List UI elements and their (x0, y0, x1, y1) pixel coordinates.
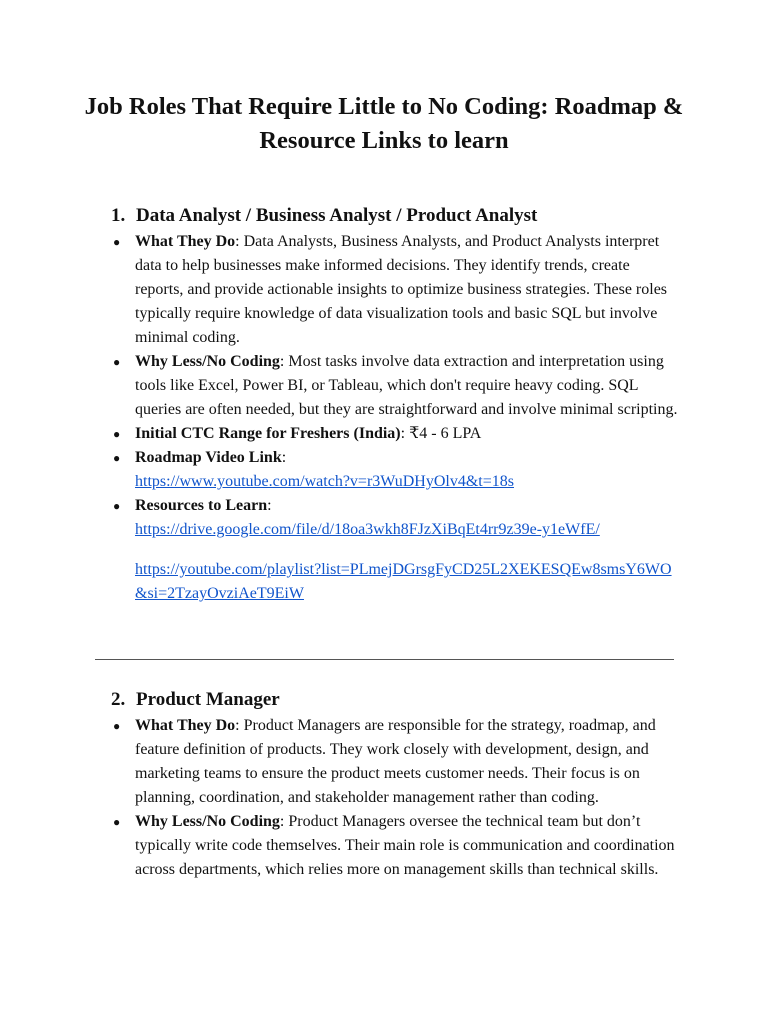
roadmap-video-link[interactable]: https://www.youtube.com/watch?v=r3WuDHyOlv4&t=18s (135, 473, 514, 490)
item-text: : Data Analysts, Business Analysts, and Product Analysts interpret data to help businesses make informed decisions. They identify trends, create reports, and provide actionable insights to optimize business strategies. These roles typically require knowledge of data visualization tools and basic SQL but involve minimal coding. (135, 233, 668, 346)
section-bullet-list (0, 230, 768, 606)
item-text: : Product Managers are responsible for the strategy, roadmap, and feature definition of products. They work closely with development, design, and marketing teams to ensure the product meets customer needs. Their focus is on planning, coordination, and stakeholder management rather than coding. (135, 717, 656, 806)
list-item-roadmap-video (0, 446, 680, 494)
list-item-ctc-range (0, 422, 680, 446)
item-label: What They Do (135, 233, 236, 250)
list-item-what-they-do (0, 230, 680, 350)
section-number: 2. (111, 689, 126, 710)
bullet-icon: ● (113, 499, 121, 513)
item-text: : ₹4 - 6 LPA (400, 425, 482, 442)
bullet-icon: ● (113, 427, 121, 441)
section-title: Product Manager (136, 689, 280, 710)
bullet-icon: ● (113, 355, 121, 369)
bullet-icon: ● (113, 235, 121, 249)
resource-link-drive[interactable]: https://drive.google.com/file/d/18oa3wkh8FJzXiBqEt4rr9z39e-y1eWfE/ (135, 521, 600, 538)
resource-link-playlist[interactable]: https://youtube.com/playlist?list=PLmejDGrsgFyCD25L2XEKESQEw8smsY6WO&si=2TzayOvziAeT9EiW (135, 561, 672, 602)
item-text: : Most tasks involve data extraction and interpretation using tools like Excel, Power BI, or Tableau, which don't require heavy coding. SQL queries are often needed, but they are straightforward and involve minimal scripting. (135, 353, 678, 418)
bullet-icon: ● (113, 451, 121, 465)
section-bullet-list (0, 714, 768, 882)
bullet-icon: ● (113, 719, 121, 733)
item-label: Resources to Learn (135, 497, 268, 514)
item-label: Initial CTC Range for Freshers (India) (135, 425, 401, 442)
section-title: Data Analyst / Business Analyst / Product Analyst (136, 205, 538, 226)
item-label: Why Less/No Coding (135, 353, 280, 370)
list-item-resources (0, 494, 680, 606)
item-label: Roadmap Video Link (135, 449, 282, 466)
section-heading (111, 688, 280, 712)
item-label: Why Less/No Coding (135, 813, 280, 830)
item-colon: : (281, 449, 287, 466)
section-heading (111, 204, 537, 228)
item-label: What They Do (135, 717, 236, 734)
document-title: Job Roles That Require Little to No Coding: Roadmap & Resource Links to learn (84, 93, 684, 154)
item-text: : Product Managers oversee the technical team but don’t typically write code themselves. Their main role is communication and coordination across departments, which relies more on management skills than technical skills. (135, 813, 675, 878)
section-number: 1. (111, 205, 126, 226)
section-divider (95, 659, 674, 660)
bullet-icon: ● (113, 815, 121, 829)
list-item-why-less-coding (0, 810, 680, 882)
spacer (135, 542, 680, 558)
list-item-why-less-coding (0, 350, 680, 422)
list-item-what-they-do (0, 714, 680, 810)
item-colon: : (267, 497, 272, 514)
